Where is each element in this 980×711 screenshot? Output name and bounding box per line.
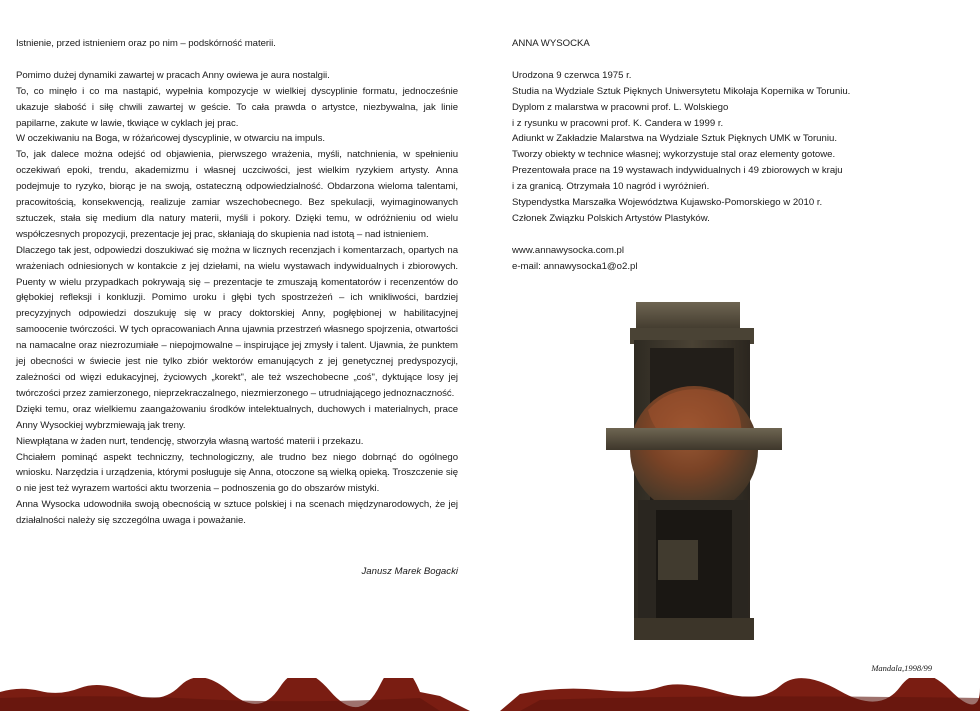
bio-line: Urodzona 9 czerwca 1975 r. bbox=[512, 69, 632, 81]
essay-column bbox=[16, 36, 458, 529]
artwork-crossbar bbox=[606, 428, 782, 450]
artwork-caption: Mandala,1998/99 bbox=[871, 663, 932, 673]
bio-line: Studia na Wydziale Sztuk Pięknych Uniwersytetu Mikołaja Kopernika w Toruniu. bbox=[512, 85, 851, 97]
bio-line: Członek Związku Polskich Artystów Plastyków. bbox=[512, 212, 710, 224]
essay-paragraph: Dzięki temu, oraz wielkiemu zaangażowaniu środków intelektualnych, duchowych i materialnych, prace Anny Wysockiej wybrzmiewają jak treny. bbox=[16, 403, 458, 431]
essay-paragraph: W oczekiwaniu na Boga, w różańcowej dyscyplinie, w otwarciu na impuls. bbox=[16, 133, 325, 145]
artwork-base-slab bbox=[658, 540, 698, 580]
bio-column bbox=[512, 36, 932, 275]
decorative-band bbox=[0, 678, 980, 711]
essay-paragraph: Anna Wysocka udowodniła swoją obecnością w sztuce polskiej i na scenach międzynarodowych, że jej działalności należy się szczególna uwaga i poważanie. bbox=[16, 499, 458, 527]
essay-paragraph: To, jak dalece można odejść od objawienia, pierwszego wrażenia, myśli, natchnienia, w spełnieniu oczekiwań epoki, trendu, akademizmu i własnej uczciwości, jest wielkim ryzykiem artysty. Anna podejmuje to ryzyko, biorąc je na swoją, ostateczną odpowiedzialność. Obdarzona wieloma talentami, pracowitością, konsekwencją, realizuje zamiar wszechobecnego. Bez spekulacji, wyimaginowanych sztuczek, stała się medium dla natury materii, myśli i pokory. Dzięki temu, w odróżnieniu od wielu współczesnych propozycji, prezentacje jej prac, skłaniają do skupienia nad istotą – nad istnieniem. bbox=[16, 149, 458, 240]
website-link[interactable]: www.annawysocka.com.pl bbox=[512, 244, 624, 256]
bio-line: Dyplom z malarstwa w pracowni prof. L. Wolskiego bbox=[512, 101, 729, 113]
author-signature: Janusz Marek Bogacki bbox=[361, 566, 458, 577]
bio-line: Stypendystka Marszałka Województwa Kujawsko-Pomorskiego w 2010 r. bbox=[512, 197, 823, 209]
essay-intro: Istnienie, przed istnieniem oraz po nim – podskórność materii. bbox=[16, 38, 276, 49]
email-link[interactable]: e-mail: annawysocka1@o2.pl bbox=[512, 260, 638, 272]
artwork-plinth bbox=[634, 618, 754, 640]
artist-name: ANNA WYSOCKA bbox=[512, 38, 590, 49]
bio-line: i za granicą. Otrzymała 10 nagród i wyróżnień. bbox=[512, 181, 710, 193]
essay-paragraph: To, co minęło i co ma nastąpić, wypełnia kompozycje w wielkiej dyscyplinie formatu, jednocześnie ukazuje słabość i siłę chwili zawartej w geście. To cała prawda o artystce, niezbywalna, jak linie papilarne, zakute w lawie, tkwiące w cyklach jej prac. bbox=[16, 85, 458, 129]
essay-paragraph: Chciałem pominąć aspekt techniczny, technologiczny, ale trudno bez niego dobrnąć do ogólnego wniosku. Narzędzia i urządzenia, którymi posługuje się Anna, otoczone są wielką opieką. Troszczenie się o nie jest też wyrazem wartości aktu tworzenia – podnoszenia go do obszarów mistyki. bbox=[16, 451, 458, 495]
essay-paragraph: Pomimo dużej dynamiki zawartej w pracach Anny owiewa je aura nostalgii. bbox=[16, 69, 330, 81]
artwork-image bbox=[598, 300, 782, 643]
artwork-top-cap bbox=[636, 302, 740, 332]
bio-line: i z rysunku w pracowni prof. K. Candera w 1999 r. bbox=[512, 117, 724, 129]
bio-line: Tworzy obiekty w technice własnej; wykorzystuje stal oraz elementy gotowe. bbox=[512, 149, 836, 161]
bio-line: Prezentowała prace na 19 wystawach indywidualnych i 49 zbiorowych w kraju bbox=[512, 165, 843, 177]
essay-paragraph: Dlaczego tak jest, odpowiedzi doszukiwać się można w licznych recenzjach i komentarzach, opartych na wrażeniach odniesionych w kontakcie z jej dziełami, na wielu wystawach indywidualnych i zbiorowych. Puenty w wielu przypadkach pokrywają się – prezentacje te zmuszają komentatorów i recenzentów do głębokiej refleksji i konkluzji. Pomimo uroku i głębi tych spostrzeżeń – ich wnikliwości, bardziej precyzyjnych odpowiedzi doszukuję się w pracy doktorskiej Anny, pogłębionej w habilitacyjnej samoocenie twórczości. W tych opracowaniach Anna ujawnia przestrzeń własnego spojrzenia, otwartości na namacalne oraz niezrozumiałe – niepojmowalne – inspirujące jej zmysły i talent. Ujawnia, że punktem jej obecności w świecie jest nie tylko zbiór wektorów emanujących z jej genetycznej predyspozycji, zależności od więzi edukacyjnej, życiowych „korekt", ale też wszechobecne „coś", dyktujące losy jej twórczości przez zamierzonego, nieprzekraczalnego, niezmierzonego – utrudniającego jednoznaczność. bbox=[16, 244, 458, 399]
essay-paragraph: Niewpłątana w żaden nurt, tendencję, stworzyła własną wartość materii i przekazu. bbox=[16, 435, 364, 447]
bio-line: Adiunkt w Zakładzie Malarstwa na Wydziale Sztuk Pięknych UMK w Toruniu. bbox=[512, 133, 837, 145]
